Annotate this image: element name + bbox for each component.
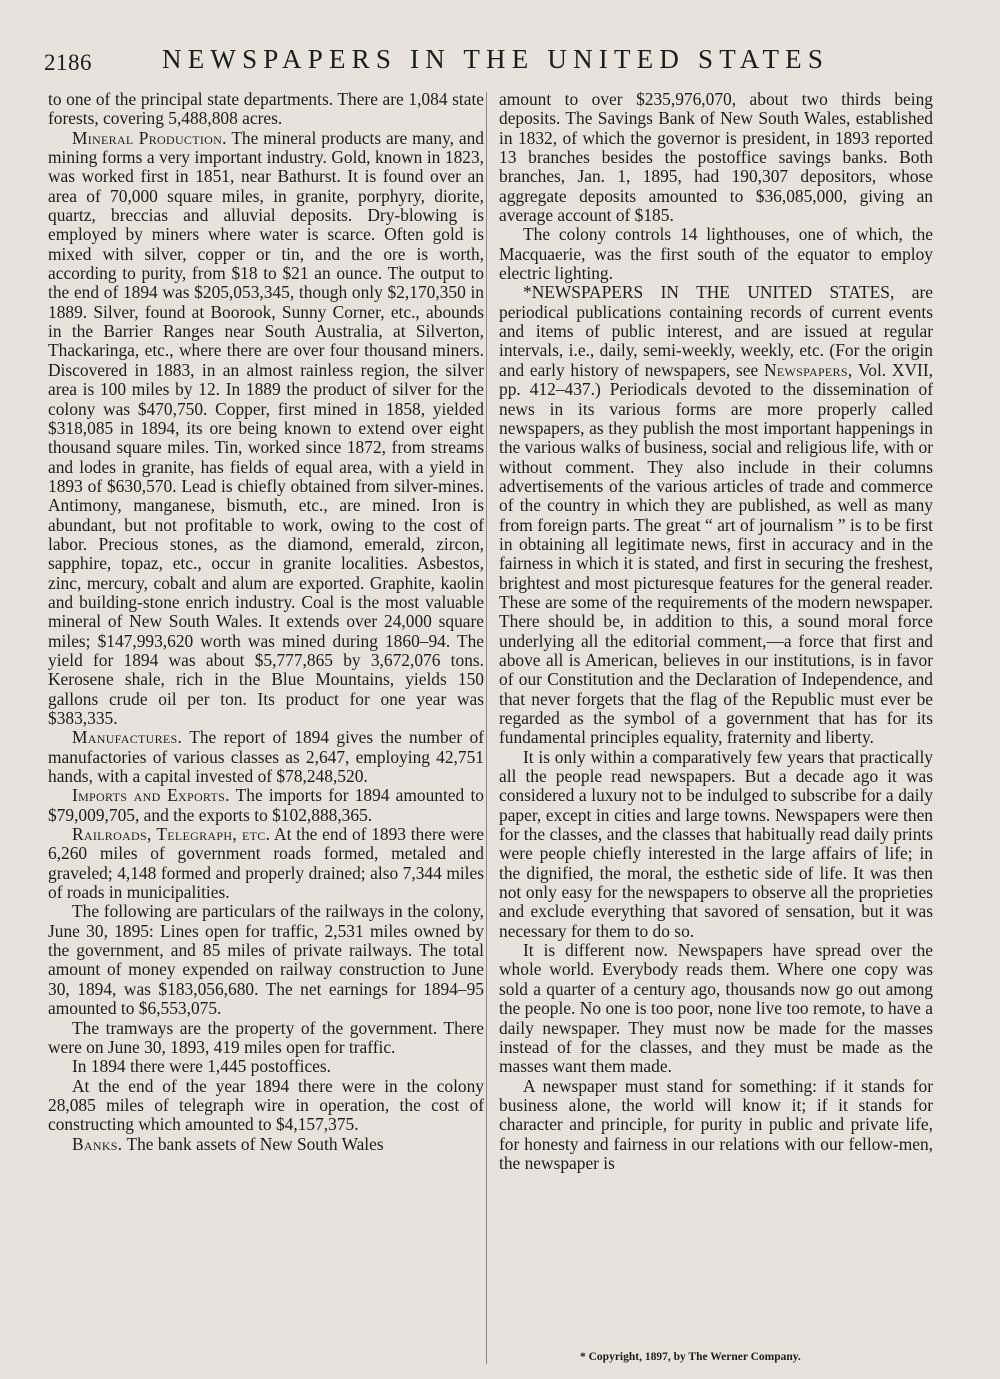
section-heading-manufactures: Manufactures.	[72, 727, 183, 748]
column-divider	[486, 92, 487, 1364]
paragraph-bank-assets: amount to over $235,976,070, about two thirds being deposits. The Savings Bank of New South Wales, established in 1832, of which the governor is president, in 1893 reported 13 branches besides the postoffice savings banks. Both branches, Jan. 1, 1895, had 190,307 depositors, whose aggregate deposits amounted to $36,085,000, giving an average account of $185.	[499, 89, 933, 226]
paragraph-imports-exports	[48, 786, 484, 825]
paragraph-body: are periodical publications containing records of current events and items of public interest, and are issued at regular intervals, i.e., daily, semi-weekly, weekly, etc. (For the origin and early history of newspapers, see	[499, 282, 933, 380]
paragraph-mineral-production	[48, 129, 484, 729]
paragraph-railways: The following are particulars of the railways in the colony, June 30, 1895: Lines open for traffic, 2,531 miles owned by the government, and 85 miles of private railways. The total amount of money expended on railway construction to June 30, 1894, was $183,056,680. The net earnings for 1894–95 amounted to $6,553,075.	[48, 901, 484, 1019]
paragraph-readership: It is only within a comparatively few years that practically all the people read newspapers. But a decade ago it was considered a luxury not to be indulged to subscribe for a daily paper, except in cities and large towns. Newspapers were then for the classes, and the classes that habitually read daily prints were people chiefly interested in the large affairs of life; in the dignified, the moral, the esthetic side of life. It was then not only easy for the newspapers to observe all the proprieties and exclude everything that savored of sensation, but it was necessary for them to do so.	[499, 746, 933, 941]
copyright-footnote: * Copyright, 1897, by The Werner Company.	[580, 1351, 801, 1363]
paragraph-body: Vol. XVII, pp. 412–437.) Periodicals devoted to the dissemination of news in its various forms are more properly called newspapers, as they publish the most important happenings in the various walks of business, social and religious life, with or without comment. They also include in their columns advertisements of the various articles of trade and commerce of the country in which they are published, as well as many from foreign parts. The great “ art of journalism ” is to be first in obtaining all legitimate news, first in accuracy and in the fairness in which it is stated, and first in securing the freshest, brightest and most picturesque features for the general reader. These are some of the requirements of the modern newspaper. There should be, in addition to this, a sound moral force underlying all the editorial comment,—a force that first and above all is American, believes in our institutions, is in favor of our Constitution and the Declaration of Independence, and that never forgets that the flag of the Republic must ever be regarded as the symbol of a government that has for its fundamental principles equality, fraternity and liberty.	[499, 359, 933, 748]
paragraph-body: The report of 1894 gives the number of manufactories of various classes as 2,647, employing 42,751 hands, with a capital invested of $78,248,520.	[48, 727, 484, 787]
paragraph-stand-for-something: A newspaper must stand for something: if it stands for business alone, the world will know it; if it stands for character and principle, for purity in public and private life, for honesty and fairness in our relations with our fellow-men, the newspaper is	[499, 1075, 933, 1173]
cross-reference: Newspapers,	[764, 359, 853, 380]
paragraph-telegraph: At the end of the year 1894 there were in the colony 28,085 miles of telegraph wire in operation, the cost of constructing which amounted to $4,157,375.	[48, 1075, 484, 1135]
paragraph-banks	[48, 1135, 484, 1154]
left-column	[48, 90, 484, 1154]
section-heading-railroads: Railroads, Telegraph, etc.	[72, 824, 271, 845]
paragraph-body: At the end of 1893 there were 6,260 miles of government roads formed, metaled and graveled; 4,148 formed and properly drained; also 7,344 miles of roads in municipalities.	[48, 824, 484, 903]
paragraph-manufactures	[48, 728, 484, 786]
paragraph-different-now: It is different now. Newspapers have spread over the whole world. Everybody reads them. Where one copy was sold a quarter of a century ago, thousands now go out among the people. No one is too poor, none live too remote, to have a daily newspaper. They must now be made for the masses instead of for the classes, and they must be made as the masses want them made.	[499, 940, 933, 1077]
paragraph-postoffices: In 1894 there were 1,445 postoffices.	[72, 1056, 332, 1077]
paragraph-body: The bank assets of New South Wales	[126, 1133, 384, 1154]
paragraph-tramways: The tramways are the property of the government. There were on June 30, 1893, 419 miles open for traffic.	[48, 1017, 484, 1057]
running-head	[44, 44, 964, 84]
paragraph-body: The mineral products are many, and mining forms a very important industry. Gold, known in 1823, was worked first in 1851, near Bathurst. It is found over an area of 70,000 square miles, in granite, porphyry, diorite, quartz, breccias and alluvial deposits. Dry-blowing is employed by miners where water is scarce. Often gold is mixed with silver, copper or tin, and the ore is worth, according to purity, from $18 to $21 an ounce. The output to the end of 1894 was $205,053,345, though only $2,170,350 in 1889. Silver, found at Boorook, Sunny Corner, etc., abounds in the Barrier Ranges near South Australia, at Silverton, Thackaringa, etc., where there are over four thousand miners. Discovered in 1883, in an almost rainless region, the silver area is 100 miles by 12. In 1889 the product of silver for the colony was $470,750. Copper, first mined in 1858, yielded $318,085 in 1894, its ore being known to extend over eight thousand square miles. Tin, worked since 1872, from streams and lodes in granite, has fields of equal area, with a yield in 1893 of $630,570. Lead is chiefly obtained from silver-mines. Antimony, manganese, bismuth, etc., are mined. Iron is abundant, but not profitable to work, owing to the cost of labor. Precious stones, as the diamond, emerald, zircon, sapphire, topaz, etc., occur in granite localities. Asbestos, zinc, mercury, cobalt and alum are exported. Graphite, kaolin and building-stone enrich industry. Coal is the most valuable mineral of New South Wales. It extends over 24,000 square miles; $147,993,620 worth was mined during 1860–94. The yield for 1894 was about $5,777,865 by 3,672,076 tons. Kerosene shale, rich in the Blue Mountains, yields 150 gallons crude oil per ton. Its product for one year was $383,335.	[48, 127, 484, 728]
section-heading-imports-exports: Imports and Exports.	[72, 785, 230, 806]
page-number: 2186	[44, 50, 92, 75]
right-column	[499, 90, 933, 1173]
paragraph-forests: to one of the principal state departments. There are 1,084 state forests, covering 5,488,808 acres.	[48, 89, 484, 129]
paragraph-newspapers-definition	[499, 283, 933, 747]
section-heading-banks: Banks.	[72, 1133, 123, 1154]
article-heading: *NEWSPAPERS IN THE UNITED STATES,	[523, 282, 895, 303]
paragraph-body: The imports for 1894 amounted to $79,009,705, and the exports to $102,888,365.	[48, 785, 484, 825]
paragraph-railroads	[48, 825, 484, 902]
section-heading-mineral-production: Mineral Production.	[72, 127, 227, 148]
running-title: NEWSPAPERS IN THE UNITED STATES	[162, 44, 830, 74]
paragraph-lighthouses: The colony controls 14 lighthouses, one of which, the Macquaerie, was the first south of the equator to employ electric lighting.	[499, 224, 933, 284]
